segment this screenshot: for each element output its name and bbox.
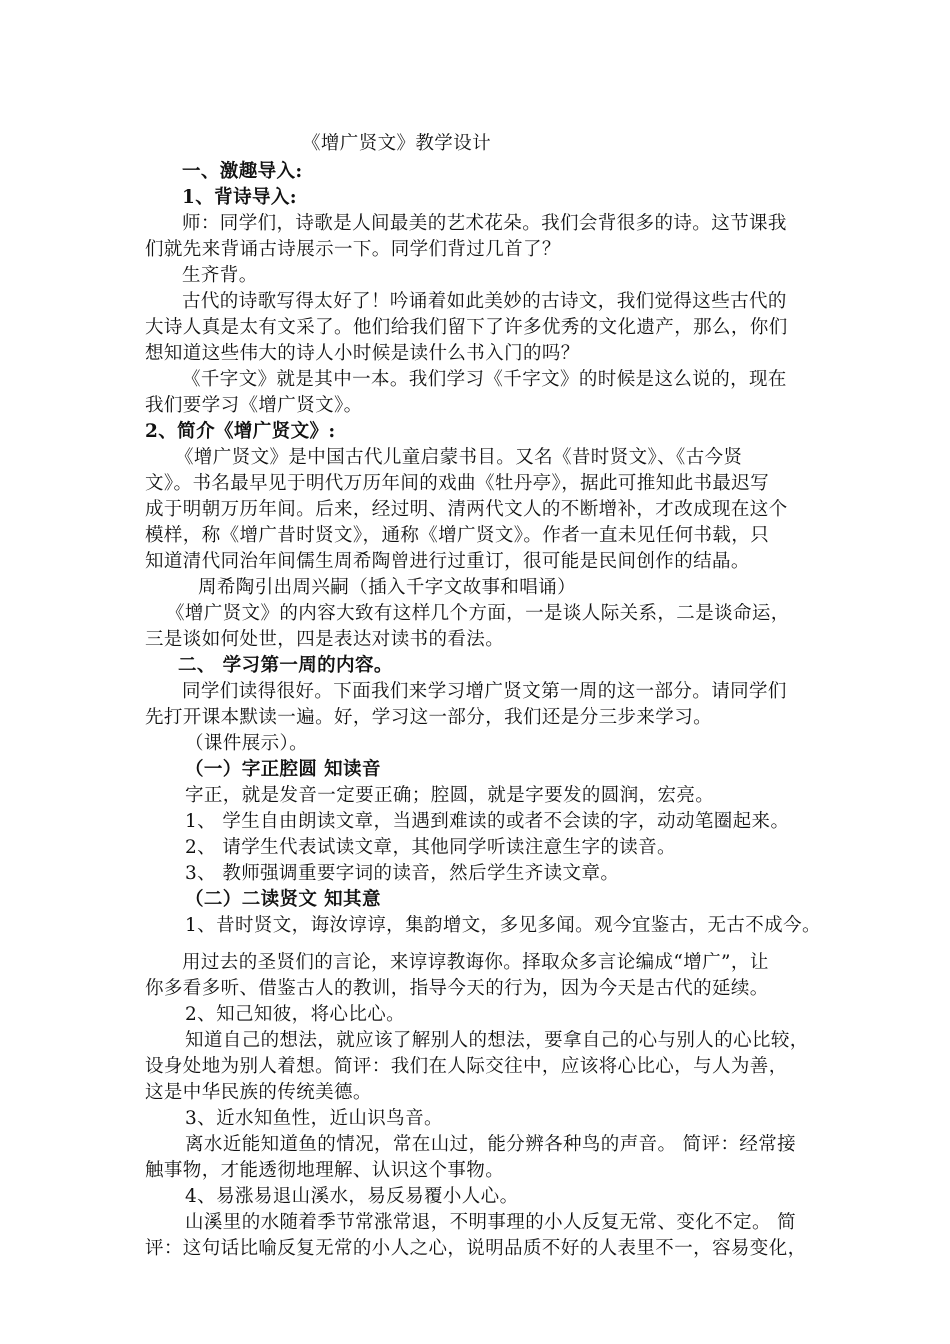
paragraph-line: 古代的诗歌写得太好了！吟诵着如此美妙的古诗文，我们觉得这些古代的 <box>182 291 787 312</box>
paragraph-line: 先打开课本默读一遍。好，学习这一部分，我们还是分三步来学习。 <box>145 707 713 728</box>
paragraph-line: 想知道这些伟大的诗人小时候是读什么书入门的吗？ <box>145 343 580 364</box>
paragraph-line: 同学们读得很好。下面我们来学习增广贤文第一周的这一部分。请同学们 <box>182 681 787 702</box>
paragraph-line: 我们要学习《增广贤文》。 <box>145 395 363 416</box>
section-heading: （一）字正腔圆 知读音 <box>185 759 381 780</box>
paragraph-line: 触事物，才能透彻地理解、认识这个事物。 <box>145 1160 505 1181</box>
paragraph-line: 离水近能知道鱼的情况，常在山过，能分辨各种鸟的声音。 简评：经常接 <box>185 1134 797 1155</box>
paragraph-line: 《千字文》就是其中一本。我们学习《千字文》的时候是这么说的，现在 <box>182 369 787 390</box>
section-heading: 1、背诗导入: <box>182 187 298 208</box>
section-heading: （二）二读贤文 知其意 <box>185 889 381 910</box>
paragraph-line: 知道自己的想法，就应该了解别人的想法，要拿自己的心与别人的心比较， <box>185 1030 809 1051</box>
paragraph-line: 模样，称《增广昔时贤文》，通称《增广贤文》。作者一直未见任何书载，只 <box>145 525 770 546</box>
document-title: 《增广贤文》教学设计 <box>302 133 492 154</box>
paragraph-line: 设身处地为别人着想。简评：我们在人际交往中，应该将心比心，与人为善， <box>145 1056 788 1077</box>
paragraph-line: 用过去的圣贤们的言论，来谆谆教诲你。择取众多言论编成“增广”，让 <box>182 952 769 973</box>
section-heading: 二、 学习第一周的内容。 <box>178 655 393 676</box>
paragraph-line: 们就先来背诵古诗展示一下。同学们背过几首了？ <box>145 239 561 260</box>
paragraph-line: 知道清代同治年间儒生周希陶曾进行过重订，很可能是民间创作的结晶。 <box>145 551 750 572</box>
paragraph-line: 大诗人真是太有文采了。他们给我们留下了许多优秀的文化遗产，那么，你们 <box>145 317 788 338</box>
paragraph-line: 3、近水知鱼性，近山识鸟音。 <box>185 1108 443 1129</box>
paragraph-line: 评：这句话比喻反复无常的小人之心，说明品质不好的人表里不一，容易变化， <box>145 1238 807 1259</box>
paragraph-line: 1、昔时贤文，诲汝谆谆，集韵增文，多见多闻。观今宜鉴古，无古不成今。 <box>185 915 821 936</box>
paragraph-line: 你多看多听、借鉴古人的教训，指导今天的行为，因为今天是古代的延续。 <box>145 978 769 999</box>
paragraph-line: 三是谈如何处世，四是表达对读书的看法。 <box>145 629 505 650</box>
paragraph-line: 4、易涨易退山溪水，易反易覆小人心。 <box>185 1186 519 1207</box>
paragraph-line: 这是中华民族的传统美德。 <box>145 1082 372 1103</box>
paragraph-line: 2、知己知彼，将心比心。 <box>185 1004 406 1025</box>
paragraph-line: 3、 教师强调重要字词的读音，然后学生齐读文章。 <box>185 863 620 884</box>
section-heading: 一、激趣导入: <box>182 161 303 182</box>
paragraph-line: 周希陶引出周兴嗣（插入千字文故事和唱诵） <box>198 577 577 598</box>
paragraph-line: 山溪里的水随着季节常涨常退，不明事理的小人反复无常、变化不定。 简 <box>185 1212 797 1233</box>
paragraph-line: 《增广贤文》的内容大致有这样几个方面，一是谈人际关系，二是谈命运， <box>166 603 790 624</box>
section-heading: 2、简介《增广贤文》: <box>145 421 336 442</box>
paragraph-line: 生齐背。 <box>182 265 258 286</box>
paragraph-line: 1、 学生自由朗读文章，当遇到难读的或者不会读的字，动动笔圈起来。 <box>185 811 790 832</box>
paragraph-line: 成于明朝万历年间。后来，经过明、清两代文人的不断增补，才改成现在这个 <box>145 499 788 520</box>
paragraph-line: 文》。书名最早见于明代万历年间的戏曲《牡丹亭》，据此可推知此书最迟写 <box>145 473 770 494</box>
paragraph-line: 师：同学们，诗歌是人间最美的艺术花朵。我们会背很多的诗。这节课我 <box>182 213 787 234</box>
paragraph-line: 2、 请学生代表试读文章，其他同学听读注意生字的读音。 <box>185 837 676 858</box>
paragraph-line: 字正，就是发音一定要正确；腔圆，就是字要发的圆润，宏亮。 <box>185 785 715 806</box>
paragraph-line: 《增广贤文》是中国古代儿童启蒙书目。又名《昔时贤文》、《古今贤 <box>175 447 743 468</box>
paragraph-line: （课件展示）。 <box>185 733 309 754</box>
